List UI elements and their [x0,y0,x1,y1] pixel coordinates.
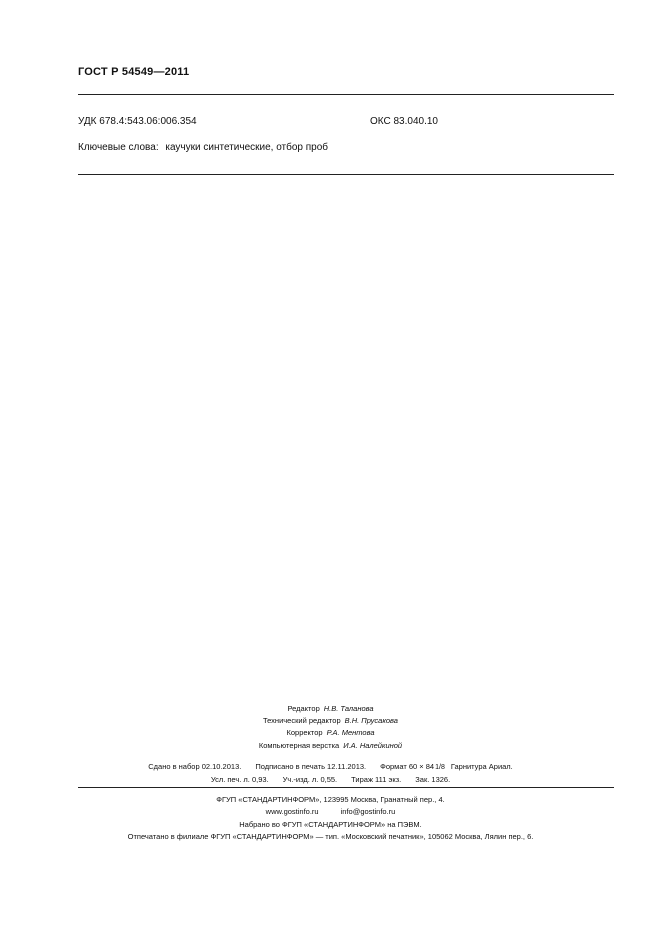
print-info-block [0,761,661,786]
circulation: Тираж 111 экз. [351,775,402,784]
signed-date: Подписано в печать 12.11.2013. [255,762,367,771]
keywords-label: Ключевые слова: [78,142,159,153]
publisher-website: www.gostinfo.ru [265,807,319,817]
footer-divider [78,787,614,788]
oks-code: ОКС 83.040.10 [370,116,438,127]
print-info-row-2 [0,774,661,786]
header-divider [78,94,614,95]
credit-role: Редактор [287,704,320,713]
credit-person: Н.В. Таланова [323,704,374,713]
publisher-email: info@gostinfo.ru [340,807,396,817]
printed-sheets: Усл. печ. л. 0,93. [210,775,269,784]
publisher-block [0,794,661,843]
credit-layout [0,740,661,752]
keywords-line [78,142,328,153]
credit-editor [0,703,661,715]
publisher-contacts [0,806,661,818]
paper-format: Формат 60 × 84 [380,762,435,771]
publisher-address: ФГУП «СТАНДАРТИНФОРМ», 123995 Москва, Гранатный пер., 4. [216,795,445,804]
order-number: Зак. 1326. [415,775,451,784]
printing-note: Отпечатано в филиале ФГУП «СТАНДАРТИНФОРМ» — тип. «Московский печатник», 105062 Москва, Лялин пер., 6. [127,831,534,841]
publishing-sheets: Уч.-изд. л. 0,55. [282,775,338,784]
credit-role: Технический редактор [263,716,341,726]
credit-person: И.А. Налейкиной [343,740,403,750]
credit-person: В.Н. Прусакова [344,716,398,726]
credit-person: Р.А. Ментова [326,728,375,738]
credit-tech-editor [0,715,661,727]
print-info-row-1 [0,761,661,774]
typeface: Гарнитура Ариал. [450,762,513,771]
classification-divider [78,174,614,175]
document-code: ГОСТ Р 54549—2011 [78,66,190,78]
credit-proofreader [0,727,661,739]
credit-role: Компьютерная верстка [258,740,340,750]
credit-role: Корректор [286,728,323,738]
typeset-note: Набрано во ФГУП «СТАНДАРТИНФОРМ» на ПЭВМ. [239,819,422,829]
submitted-date: Сдано в набор 02.10.2013. [148,762,242,771]
credits-block [0,703,661,752]
keywords-value: каучуки синтетические, отбор проб [165,142,329,153]
format-fraction: 1/8 [435,764,445,771]
udk-code: УДК 678.4:543.06:006.354 [78,116,197,127]
